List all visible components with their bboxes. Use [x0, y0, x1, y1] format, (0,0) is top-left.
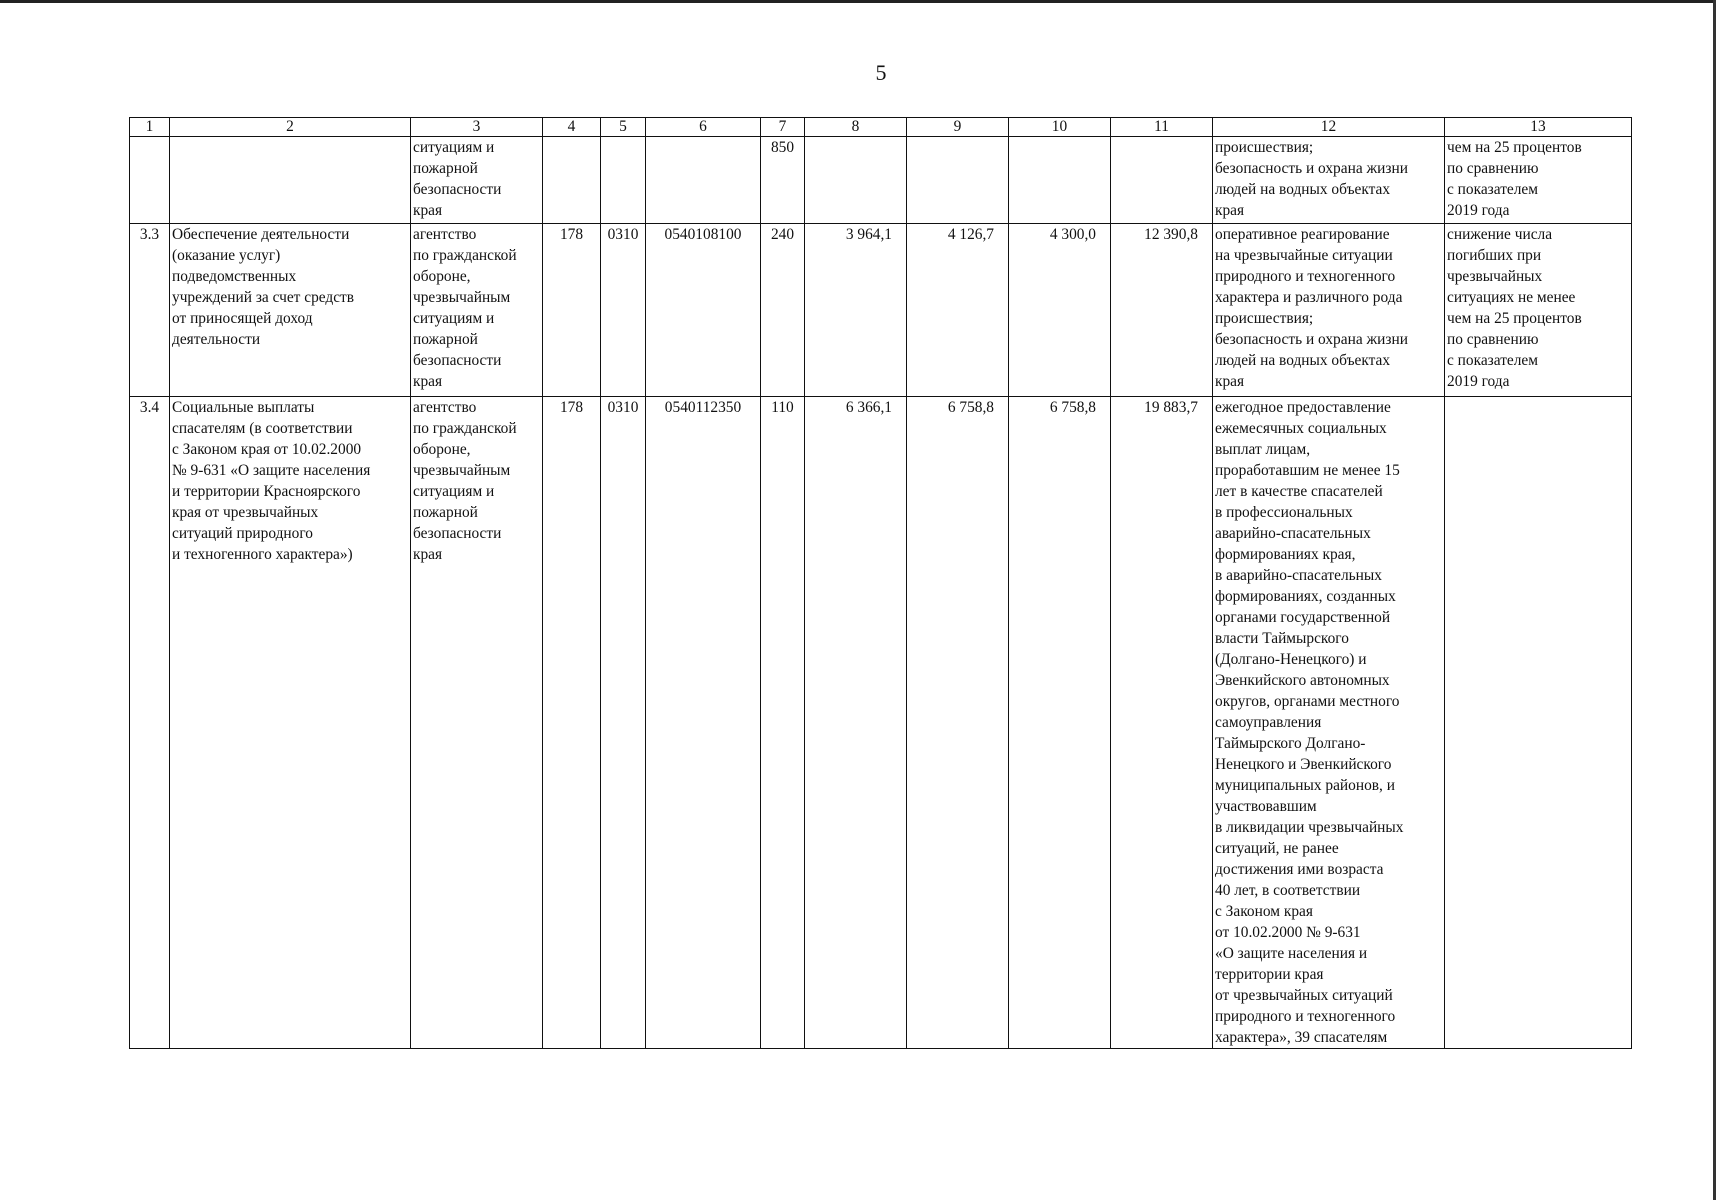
row-number-cell: [130, 137, 170, 224]
agency-cell: агентство по гражданской обороне, чрезвычайным ситуациям и пожарной безопасности края: [411, 224, 543, 397]
amount-2021-cell: 6 758,8: [907, 397, 1009, 1049]
amount-2020-cell: 3 964,1: [805, 224, 907, 397]
indicator-cell: снижение числа погибших при чрезвычайных ситуациях не менее чем на 25 процентов по сравнению с показателем 2019 года: [1445, 224, 1632, 397]
grbs-code-cell: 178: [543, 397, 601, 1049]
amount-2022-cell: [1009, 137, 1111, 224]
measure-name-cell: [170, 137, 411, 224]
amount-2021-cell: [907, 137, 1009, 224]
amount-2022-cell: 4 300,0: [1009, 224, 1111, 397]
amount-total-cell: 12 390,8: [1111, 224, 1213, 397]
expected-result-cell: происшествия; безопасность и охрана жизни людей на водных объектах края: [1213, 137, 1445, 224]
amount-total-cell: [1111, 137, 1213, 224]
expected-result-cell: оперативное реагирование на чрезвычайные ситуации природного и техногенного характера и различного рода происшествия; безопасность и охрана жизни людей на водных объектах края: [1213, 224, 1445, 397]
agency-cell: ситуациям и пожарной безопасности края: [411, 137, 543, 224]
amount-2020-cell: [805, 137, 907, 224]
csr-code-cell: 0540108100: [646, 224, 761, 397]
budget-table: [129, 117, 1632, 1049]
rzpr-code-cell: [601, 137, 646, 224]
vr-code-cell: 240: [761, 224, 805, 397]
column-header: 1: [130, 118, 170, 137]
column-header: 3: [411, 118, 543, 137]
column-header: 8: [805, 118, 907, 137]
row-number-cell: 3.4: [130, 397, 170, 1049]
column-number-header-row: [130, 118, 1632, 137]
row-number-cell: 3.3: [130, 224, 170, 397]
expected-result-cell: ежегодное предоставление ежемесячных социальных выплат лицам, проработавшим не менее 15 лет в качестве спасателей в профессиональных аварийно-спасательных формированиях края, в аварийно-спасательных формированиях, созданных органами государственной власти Таймырского (Долгано-Ненецкого) и Эвенкийского автономных округов, органами местного самоуправления Таймырского Долгано- Ненецкого и Эвенкийского муниципальных районов, и участвовавшим в ликвидации чрезвычайных ситуаций, не ранее достижения ими возраста 40 лет, в соответствии с Законом края от 10.02.2000 № 9-631 «О защите населения и территории края от чрезвычайных ситуаций природного и техногенного характера», 39 спасателям: [1213, 397, 1445, 1049]
column-header: 10: [1009, 118, 1111, 137]
csr-code-cell: [646, 137, 761, 224]
column-header: 11: [1111, 118, 1213, 137]
scan-edge-top: [0, 0, 1716, 3]
rzpr-code-cell: 0310: [601, 397, 646, 1049]
amount-2020-cell: 6 366,1: [805, 397, 907, 1049]
table-row-3-4: [130, 397, 1632, 1049]
column-header: 7: [761, 118, 805, 137]
indicator-cell: чем на 25 процентов по сравнению с показателем 2019 года: [1445, 137, 1632, 224]
grbs-code-cell: 178: [543, 224, 601, 397]
grbs-code-cell: [543, 137, 601, 224]
column-header: 5: [601, 118, 646, 137]
indicator-cell: [1445, 397, 1632, 1049]
csr-code-cell: 0540112350: [646, 397, 761, 1049]
column-header: 4: [543, 118, 601, 137]
table-row-3-3: [130, 224, 1632, 397]
measure-name-cell: Социальные выплаты спасателям (в соответствии с Законом края от 10.02.2000 № 9-631 «О защите населения и территории Красноярского края от чрезвычайных ситуаций природного и техногенного характера»): [170, 397, 411, 1049]
column-header: 9: [907, 118, 1009, 137]
rzpr-code-cell: 0310: [601, 224, 646, 397]
column-header: 6: [646, 118, 761, 137]
measure-name-cell: Обеспечение деятельности (оказание услуг) подведомственных учреждений за счет средств от приносящей доход деятельности: [170, 224, 411, 397]
page-number: 5: [875, 60, 887, 85]
table-row-continuation: [130, 137, 1632, 224]
column-header: 13: [1445, 118, 1632, 137]
amount-2022-cell: 6 758,8: [1009, 397, 1111, 1049]
vr-code-cell: 850: [761, 137, 805, 224]
agency-cell: агентство по гражданской обороне, чрезвычайным ситуациям и пожарной безопасности края: [411, 397, 543, 1049]
amount-total-cell: 19 883,7: [1111, 397, 1213, 1049]
column-header: 2: [170, 118, 411, 137]
vr-code-cell: 110: [761, 397, 805, 1049]
amount-2021-cell: 4 126,7: [907, 224, 1009, 397]
column-header: 12: [1213, 118, 1445, 137]
